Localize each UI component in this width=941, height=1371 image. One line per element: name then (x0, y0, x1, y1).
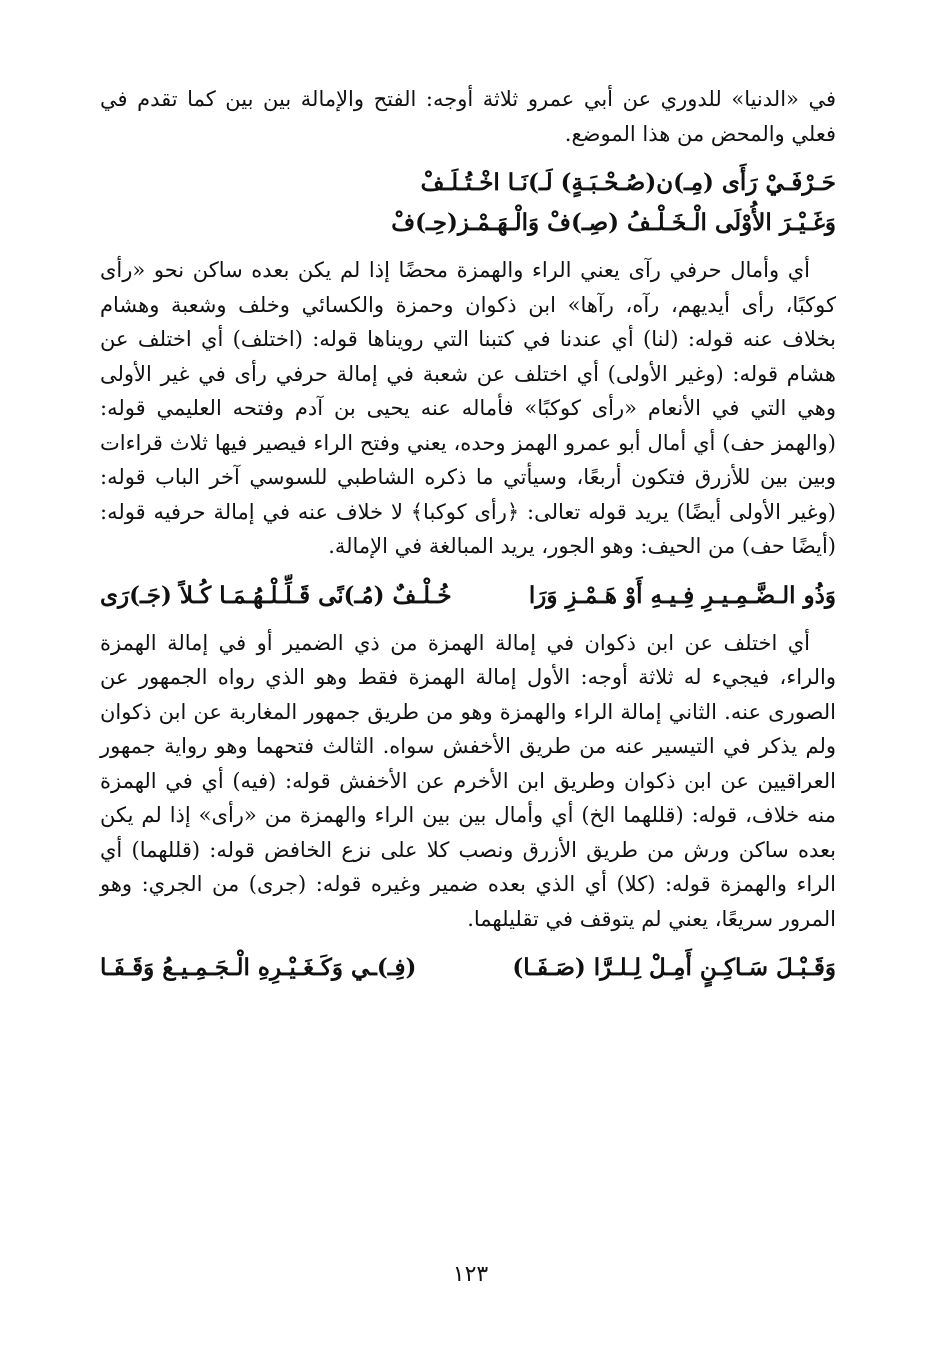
page-body (100, 82, 836, 998)
verse-3-right-hemistich: وَقَـبْـلَ سَـاكِـنٍ أَمِـلْ لِـلـرَّا (صَـفَـا) (512, 954, 836, 981)
verse-2-right-hemistich: وَذُو الـضَّـمِـيـرِ فِـيـهِ أَوْ هَـمْـزِ وَرَا (528, 581, 836, 609)
verse-3 (100, 948, 836, 988)
verse-1-line-2: وَغَـيْـرَ الأُوْلَى الْـخَـلْـفُ (صِـ)فْ وَالْـهَـمْـز(حِـ)فْ (391, 209, 836, 236)
verse-1 (100, 163, 836, 243)
commentary-2: أي اختلف عن ابن ذكوان في إمالة الهمزة من ذي الضمير أو في إمالة الهمزة والراء، فيجيء له ثلاثة أوجه: الأول إمالة الهمزة فقط وهو الذي رواه الجمهور عن الصورى عنه. الثاني إمالة الراء والهمزة وهو من طريق جمهور المغاربة عن ابن ذكوان ولم يذكر في التيسير عنه من طريق الأخفش سواه. الثالث فتحهما وهو رواية جمهور العراقيين عن ابن ذكوان وطريق ابن الأخرم عن الأخفش قوله: (فيه) أي في الهمزة منه خلاف، قوله: (قللهما الخ) أي وأمال بين بين الراء والهمزة من «رأى» إذا لم يكن بعده ساكن ورش من طريق الأزرق ونصب كلا على نزع الخافض قوله: (قللهما) أي الراء والهمزة قوله: (كلا) أي الذي بعده ضمير وغيره قوله: (جرى) من الجري: وهو المرور سريعًا، يعني لم يتوقف في تقليلهما. (100, 630, 837, 931)
verse-2 (100, 576, 836, 616)
verse-2-left-hemistich: خُـلْـفٌ (مُـ)نًى قَـلِّـلْـهُـمَـا كُـلاً (جَـ)رَى (100, 581, 452, 609)
page-number: ١٢٣ (452, 1262, 489, 1287)
verse-3-left-hemistich: (فِـ)ـي وَكَـغَـيْـرِهِ الْـجَـمِـيـعُ وَقَـفَـا (100, 954, 417, 981)
verse-1-line-1: حَـرْفَـيْ رَأَى (مِـ)ن(صُـحْـبَـةٍ) لَـ)نَـا اخْـتُـلَـفْ (420, 169, 836, 196)
intro-paragraph: في «الدنيا» للدوري عن أبي عمرو ثلاثة أوجه: الفتح والإمالة بين بين كما تقدم في فعلي والمحض من هذا الموضع. (100, 87, 836, 146)
commentary-1: أي وأمال حرفي رآى يعني الراء والهمزة محضًا إذا لم يكن بعده ساكن نحو «رأى كوكبًا، رأى أيديهم، رآه، رآها» ابن ذكوان وحمزة والكسائي وخلف وشعبة وهشام بخلاف عنه قوله: (لنا) أي عندنا في كتبنا التي رويناها قوله: (اختلف) أي اختلف عن هشام قوله: (وغير الأولى) أي اختلف عن شعبة في إمالة حرفي رأى في غير الأولى وهي التي في الأنعام «رأى كوكبًا» فأماله عنه يحيى بن آدم وفتحه العليمي قوله: (والهمز حف) أي أمال أبو عمرو الهمز وحده، يعني وفتح الراء فيصير فيها ثلاث قراءات وبين بين للأزرق فتكون أربعًا، وسيأتي ما ذكره الشاطبي للسوسي آخر الباب قوله: (وغير الأولى أيضًا) يريد قوله تعالى: ﴿رأى كوكبا﴾ لا خلاف عنه في إمالة حرفيه قوله: (أيضًا حف) من الحيف: وهو الجور، يريد المبالغة في الإمالة. (100, 258, 836, 558)
